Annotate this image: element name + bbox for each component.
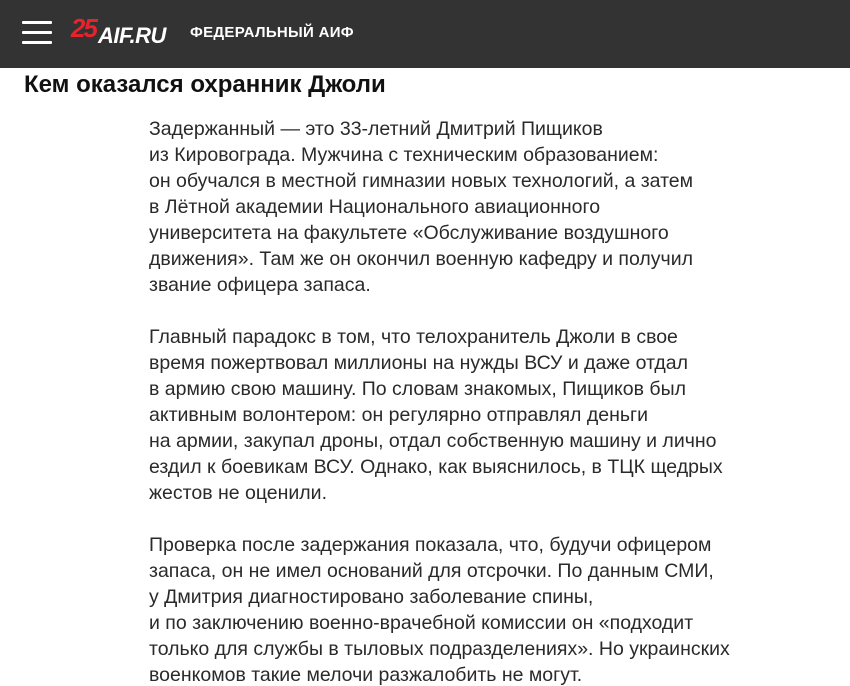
paragraph-line: из Кировограда. Мужчина с техническим образованием: xyxy=(149,144,659,166)
paragraph-line: Главный парадокс в том, что телохранитель Джоли в свое xyxy=(149,326,678,348)
section-link-federal[interactable]: ФЕДЕРАЛЬНЫЙ АИФ xyxy=(190,24,354,41)
paragraph-line: запаса, он не имел оснований для отсрочки. По данным СМИ, xyxy=(149,560,714,582)
paragraph-line: движения». Там же он окончил военную кафедру и получил xyxy=(149,248,693,270)
paragraph-line: он обучался в местной гимназии новых технологий, а затем xyxy=(149,170,694,192)
paragraph xyxy=(149,324,821,506)
paragraph-line: жестов не оценили. xyxy=(149,482,327,504)
logo-anniversary-number: 25 xyxy=(71,13,96,43)
logo-text: AIF.RU xyxy=(98,23,166,48)
menu-icon-bar xyxy=(22,41,52,44)
paragraph-line: только для службы в тыловых подразделениях». Но украинских xyxy=(149,638,730,660)
menu-icon-bar xyxy=(22,21,52,24)
paragraph-line: и по заключению военно-врачебной комиссии он «подходит xyxy=(149,612,694,634)
paragraph-line: на армии, закупал дроны, отдал собственную машину и лично xyxy=(149,430,717,452)
paragraph-line: звание офицера запаса. xyxy=(149,274,371,296)
paragraph xyxy=(149,532,821,686)
paragraph-line: университета на факультете «Обслуживание воздушного xyxy=(149,222,669,244)
paragraph-line: в Лётной академии Национального авиационного xyxy=(149,196,601,218)
top-navigation-bar xyxy=(0,0,850,68)
paragraph-line: время пожертвовал миллионы на нужды ВСУ и даже отдал xyxy=(149,352,688,374)
article-subheading: Кем оказался охранник Джоли xyxy=(24,71,386,98)
menu-icon-bar xyxy=(22,31,52,34)
paragraph-line: Задержанный — это 33-летний Дмитрий Пищиков xyxy=(149,118,603,140)
paragraph xyxy=(149,116,821,298)
paragraph-line: у Дмитрия диагностировано заболевание спины, xyxy=(149,586,594,608)
paragraph-line: военкомов такие мелочи разжалобить не могут. xyxy=(149,664,583,686)
paragraph-line: ездил к боевикам ВСУ. Однако, как выяснилось, в ТЦК щедрых xyxy=(149,456,723,478)
paragraph-line: Проверка после задержания показала, что, будучи офицером xyxy=(149,534,712,556)
paragraph-line: активным волонтером: он регулярно отправлял деньги xyxy=(149,404,649,426)
paragraph-line: в армию свою машину. По словам знакомых, Пищиков был xyxy=(149,378,686,400)
menu-icon[interactable] xyxy=(22,21,52,45)
site-logo[interactable] xyxy=(71,15,181,49)
article-body xyxy=(149,116,821,686)
